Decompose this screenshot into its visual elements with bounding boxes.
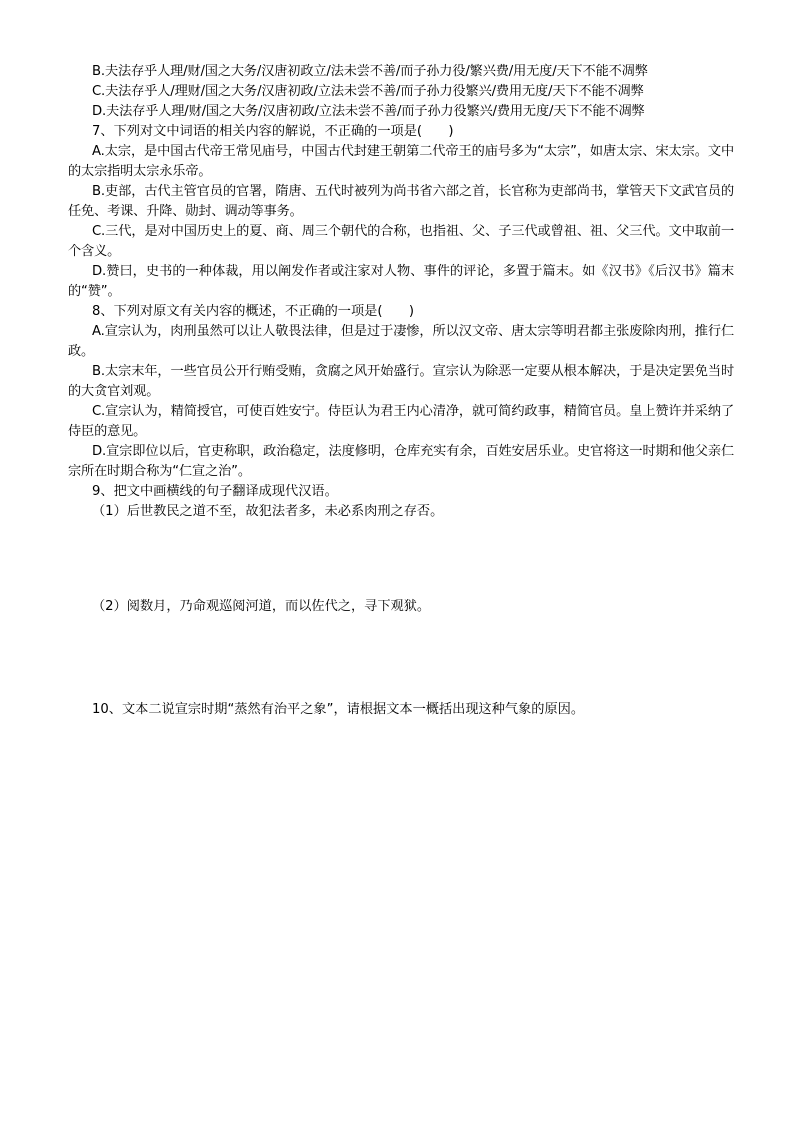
q7-option-c: C.三代，是对中国历史上的夏、商、周三个朝代的合称，也指祖、父、子三代或曾祖、祖、父三代。文中取前一个含义。 [68, 224, 734, 259]
q6-option-b: B.夫法存乎人理/财/国之大务/汉唐初政立/法未尝不善/而子孙力役/繁兴费/用无度/天下不能不凋弊 [92, 64, 648, 79]
q8-option-b: B.太宗末年，一些官员公开行贿受贿，贪腐之风开始盛行。宣宗认为除恶一定要从根本解决，于是决定罢免当时的大贪官刘观。 [68, 364, 734, 399]
q8-option-d: D.宣宗即位以后，官吏称职，政治稳定，法度修明，仓库充实有余，百姓安居乐业。史官将这一时期和他父亲仁宗所在时期合称为“仁宣之治”。 [68, 444, 734, 479]
q9-sentence-2: （2）阅数月，乃命观巡阅河道，而以佐代之，寻下观狱。 [92, 599, 431, 614]
q10-stem: 10、文本二说宣宗时期“蒸然有治平之象”，请根据文本一概括出现这种气象的原因。 [92, 702, 585, 717]
q8-option-a: A.宣宗认为，肉刑虽然可以让人敬畏法律，但是过于凄惨，所以汉文帝、唐太宗等明君都主张废除肉刑，推行仁政。 [68, 324, 734, 359]
q6-option-d: D.夫法存乎人理/财/国之大务/汉唐初政/立法未尝不善/而子孙力役繁兴/费用无度/天下不能不凋弊 [92, 104, 645, 119]
q8-option-c: C.宣宗认为，精简授官，可使百姓安宁。侍臣认为君王内心清净，就可简约政事，精简官员。皇上赞许并采纳了侍臣的意见。 [68, 404, 734, 439]
q9-stem: 9、把文中画横线的句子翻译成现代汉语。 [92, 484, 338, 499]
q6-option-c: C.夫法存乎人/理财/国之大务/汉唐初政/立法未尝不善/而子孙力役繁兴/费用无度/天下不能不凋弊 [92, 84, 644, 99]
q7-option-b: B.吏部，古代主管官员的官署，隋唐、五代时被列为尚书省六部之首，长官称为吏部尚书，掌管天下文武官员的任免、考课、升降、勋封、调动等事务。 [68, 184, 734, 219]
q7-stem: 7、下列对文中词语的相关内容的解说，不正确的一项是( ) [92, 124, 454, 139]
q7-option-d: D.赞曰，史书的一种体裁，用以阐发作者或注家对人物、事件的评论，多置于篇末。如《汉书》《后汉书》篇末的“赞”。 [68, 264, 734, 299]
exam-page [68, 62, 734, 720]
q8-stem: 8、下列对原文有关内容的概述，不正确的一项是( ) [92, 304, 414, 319]
answer-space-2 [68, 617, 734, 700]
answer-space-1 [68, 522, 734, 597]
q9-sentence-1: （1）后世教民之道不至，故犯法者多，未必系肉刑之存否。 [92, 504, 444, 519]
q7-option-a: A.太宗，是中国古代帝王常见庙号，中国古代封建王朝第二代帝王的庙号多为“太宗”，如唐太宗、宋太宗。文中的太宗指明太宗永乐帝。 [68, 144, 734, 179]
